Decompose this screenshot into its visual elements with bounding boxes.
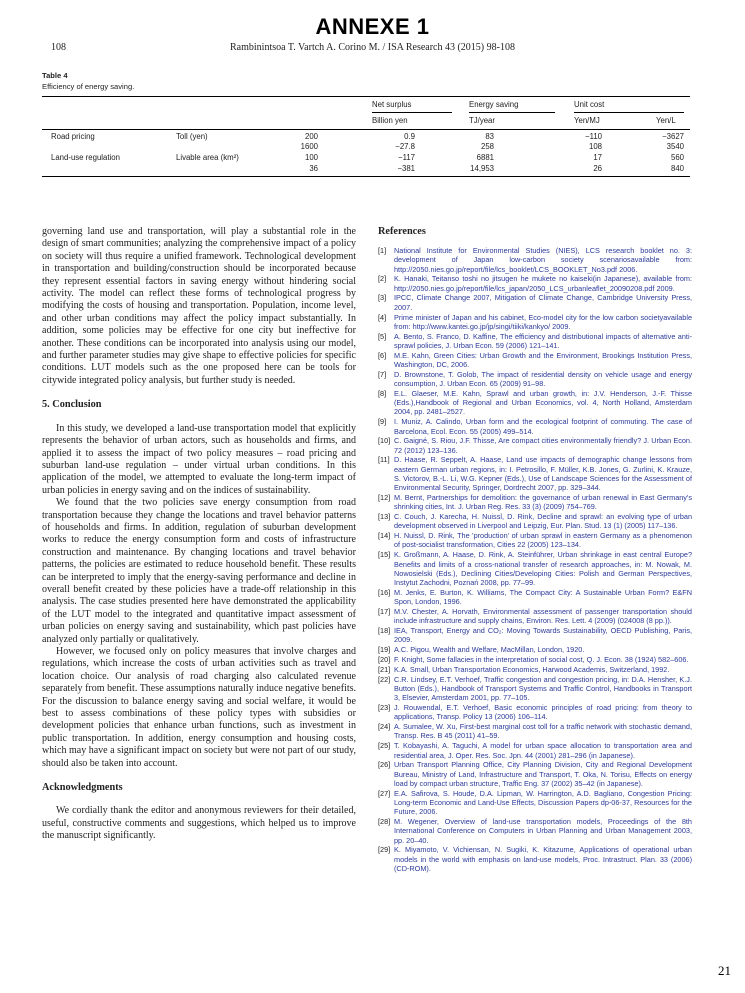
- intro-paragraph: governing land use and transportation, will play a substantial role in the design of smart communities; analyzing the comprehensive impact of a policy on society will thus require a unified framework. Technological development in transportation and building/construction should be incorporated because they represent essential factors in saving energy without hindering social activity. The model can reflect these forms of technological progress by modifying the costs of housing and transportation. Population, income level, and other urban conditions may affect the policy impact substantially. In addition, some policies may be effective for one city but ineffective for another. These conditions can be incorporated into analysis using our model, and further parameter studies may give shape to effective policies for specific conditions. LUT models such as the one proposed here can be tools for citywide integrated policy analysis, but further study is needed.: [42, 226, 356, 386]
- reference-number: [13]: [378, 512, 391, 522]
- reference-number: [5]: [378, 331, 387, 341]
- group-rule-net-surplus: [372, 112, 452, 113]
- table-label: Table 4: [42, 71, 68, 80]
- reference-item[interactable]: [378, 274, 692, 293]
- reference-number: [23]: [378, 703, 391, 713]
- unit-tj-year: TJ/year: [469, 116, 495, 125]
- reference-item[interactable]: [378, 703, 692, 722]
- row-net-surplus: −27.8: [395, 142, 415, 151]
- header-unit-cost: Unit cost: [574, 100, 605, 109]
- reference-text[interactable]: M.V. Chester, A. Horvath, Environmental assessment of passenger transportation should include infrastructure and supply chains, Environ. Res. Lett. 4 (2009) (024008 (8 pp.)).: [394, 607, 692, 626]
- reference-item[interactable]: [378, 789, 692, 817]
- reference-number: [19]: [378, 645, 391, 655]
- reference-number: [4]: [378, 312, 387, 322]
- annex-title: ANNEXE 1: [315, 14, 430, 39]
- reference-item[interactable]: [378, 293, 692, 312]
- reference-text[interactable]: A.C. Pigou, Wealth and Welfare, MacMillan, London, 1920.: [394, 645, 585, 655]
- header-net-surplus: Net surplus: [372, 100, 412, 109]
- conclusion-heading: 5. Conclusion: [42, 399, 102, 411]
- reference-number: [28]: [378, 817, 391, 827]
- row-yen-l: 3540: [666, 142, 684, 151]
- row-policy: Land-use regulation: [51, 153, 120, 162]
- reference-number: [8]: [378, 388, 387, 398]
- unit-billion-yen: Billion yen: [372, 116, 408, 125]
- reference-item[interactable]: [378, 455, 692, 492]
- table-header-rule: [42, 129, 690, 130]
- reference-item[interactable]: [378, 493, 692, 512]
- reference-number: [20]: [378, 655, 391, 665]
- reference-number: [15]: [378, 550, 391, 560]
- reference-item[interactable]: [378, 417, 692, 436]
- reference-item[interactable]: [378, 645, 692, 654]
- reference-item[interactable]: [378, 512, 692, 531]
- reference-text[interactable]: D. Brownstone, T. Golob, The impact of residential density on vehicle usage and energy consumption, J. Urban Econ. 65 (2009) 91–98.: [394, 369, 692, 389]
- reference-number: [24]: [378, 722, 391, 732]
- reference-item[interactable]: [378, 722, 692, 741]
- reference-item[interactable]: [378, 760, 692, 788]
- reference-text[interactable]: K. Großmann, A. Haase, D. Rink, A. Steinführer, Urban shrinkage in east central Europe? Benefits and limits of a cross-national transfer of research approaches, in: M. Nowak, M. Nowosielski (Eds.), Declining Cities/Developing Cities: Polish and German Perspectives, Instytut Zachodni, Poznań 2008, pp. 77–99.: [394, 550, 692, 588]
- reference-number: [11]: [378, 455, 390, 465]
- references-list: [378, 246, 692, 873]
- reference-number: [7]: [378, 369, 387, 379]
- reference-number: [27]: [378, 788, 391, 798]
- reference-text[interactable]: J. Rouwendal, E.T. Verhoef, Basic economic principles of road pricing: from theory to applications, Transp. Policy 13 (2006) 106–114.: [394, 703, 692, 722]
- acknowledgments-heading: Acknowledgments: [42, 782, 123, 794]
- reference-text[interactable]: H. Nuissl, D. Rink, The 'production' of urban sprawl in eastern Germany as a phenomenon of post-socialist transformation, Cities 22 (2005) 123–134.: [394, 531, 692, 550]
- reference-text[interactable]: National Institute for Environmental Studies (NIES), LCS research booklet no. 3: development of Japan low-carbon society scenariosavailable from: http://2050.nies.go.jp/report/file/lcs_booklet/LCS_BOOKLET_No3.pdf 2006.: [394, 246, 692, 274]
- unit-yen-mj: Yen/MJ: [574, 116, 600, 125]
- reference-item[interactable]: [378, 817, 692, 845]
- reference-text[interactable]: IEA, Transport, Energy and CO₂: Moving Towards Sustainability, OECD Publishing, Paris, 2009.: [394, 626, 692, 645]
- row-yen-mj: −110: [585, 132, 602, 141]
- reference-text[interactable]: I. Muniz, A. Calindo, Urban form and the ecological footprint of commuting. The case of Barcelona, Ecol. Econ. 55 (2005) 499–514.: [394, 417, 692, 436]
- reference-item[interactable]: [378, 550, 692, 587]
- row-net-surplus: 0.9: [404, 132, 415, 141]
- left-column: [42, 226, 356, 843]
- reference-text[interactable]: IPCC, Climate Change 2007, Mitigation of Climate Change, Cambridge University Press, 2007.: [394, 293, 692, 312]
- reference-text[interactable]: Prime minister of Japan and his cabinet, Eco-model city for the low carbon societyavailable from: http://www.kantei.go.jp/jp/singi/tiiki/kankyo/ 2009.: [394, 312, 692, 331]
- references-column: [378, 226, 692, 874]
- reference-number: [22]: [378, 674, 391, 684]
- acknowledgments-paragraph: We cordially thank the editor and anonymous reviewers for their detailed, useful, constructive comments and suggestions, which helped us to improve the manuscript significantly.: [42, 805, 356, 842]
- row-yen-mj: 17: [593, 153, 602, 162]
- row-energy-saving: 83: [485, 132, 494, 141]
- reference-number: [26]: [378, 760, 391, 770]
- reference-number: [17]: [378, 607, 391, 616]
- table-bottom-rule: [42, 176, 690, 177]
- reference-item[interactable]: [378, 626, 692, 645]
- table-top-rule: [42, 96, 690, 97]
- conclusion-paragraph: However, we focused only on policy measures that involve charges and regulations, which increase the costs of urban activities such as travel and location choice. Our analysis of road charging also calculated revenue separately from benefit. These assumptions naturally induce negative benefits. For the discussion to balance energy saving and social welfare, it would be best to assess combinations of these policy types with subsidies or development policies that enhance urban functions, such as investment in public transportation. In addition, energy consumption and housing costs, which may have a significant impact on society but were not part of our study, should also be taken into account.: [42, 646, 356, 769]
- group-rule-energy-saving: [469, 112, 555, 113]
- journal-citation: Rambinintsoa T. Vartch A. Corino M. / ISA Research 43 (2015) 98-108: [230, 42, 515, 53]
- reference-number: [18]: [378, 626, 391, 636]
- row-net-surplus: −381: [397, 164, 415, 173]
- conclusion-paragraph: In this study, we developed a land-use transportation model that explicitly represents the behavior of urban actors, such as households and firms, and applied it to assess the impact of two policy measures – road pricing and suburban land-use regulation – under virtual urban conditions. In this application of the model, we attempted to evaluate the long-term impact of urban policies in energy saving and on the indices of sustainability.: [42, 422, 356, 496]
- reference-text[interactable]: A. Sumalee, W. Xu, First-best marginal cost toll for a traffic network with stochastic demand, Transp. Res. B 45 (2011) 41–59.: [394, 722, 692, 741]
- reference-number: [9]: [378, 417, 387, 427]
- reference-text[interactable]: C.R. Lindsey, E.T. Verhoef, Traffic congestion and congestion pricing, in: D.A. Hensher, K.J. Button (Eds.), Handbook of Transport Systems and Traffic Control, Handbooks in Transport 3, Elsevier, Amsterdam 2001, pp. 77–105.: [394, 674, 692, 703]
- reference-number: [25]: [378, 741, 391, 751]
- header-energy-saving: Energy saving: [469, 100, 519, 109]
- row-parameter: Livable area (km²): [176, 153, 239, 162]
- reference-item[interactable]: [378, 588, 692, 607]
- table-caption: Efficiency of energy saving.: [42, 82, 135, 91]
- row-net-surplus: −117: [398, 153, 415, 162]
- row-yen-mj: 26: [593, 164, 602, 173]
- table-caption-block: [42, 70, 134, 92]
- row-level: 100: [304, 153, 318, 162]
- row-parameter: Toll (yen): [176, 132, 208, 141]
- row-yen-l: −3627: [662, 132, 684, 141]
- conclusion-paragraph: We found that the two policies save energy consumption from road transportation because they change the locations and travel behavior patterns of households and firms. In addition, regulation of suburban development works to reduce the energy consumption form and costs of infrastructure construction and maintenance. By changing locations and travel behavior patterns, the policies are estimated to reduce household benefit. These results can be interpreted to imply that the energy-saving performance and decline in overall benefit created by these policies have a trade-off relationship in this analysis. The case studies presented here have demonstrated the applicability of the LUT model to the integrated and quantitative impact assessment of urban policies on energy saving and sustainability, which past policies have analyzed only partially or qualitatively.: [42, 497, 356, 645]
- row-level: 36: [309, 164, 318, 173]
- reference-item[interactable]: [378, 246, 692, 274]
- reference-text[interactable]: C. Gaigné, S. Riou, J.F. Thisse, Are compact cities environmentally friendly? J. Urban Econ. 72 (2012) 123–136.: [394, 436, 692, 455]
- row-yen-mj: 108: [588, 142, 602, 151]
- reference-item[interactable]: [378, 351, 692, 370]
- reference-item[interactable]: [378, 675, 692, 703]
- row-energy-saving: 6881: [476, 153, 494, 162]
- reference-text[interactable]: K.A. Small, Urban Transportation Economics, Harwood Academis, Switzerland, 1992.: [394, 664, 670, 674]
- reference-text[interactable]: K. Miyamoto, V. Vichiensan, N. Sugiki, K. Kitazume, Applications of operational urban models in the world with emphasis on land-use models, Proc. Intrastruct. Plan. 33 (2006) (CD-ROM).: [394, 845, 692, 873]
- reference-number: [10]: [378, 436, 391, 446]
- reference-text[interactable]: M. Bernt, Partnerships for demolition: the governance of urban renewal in East Germany's shrinking cities, Int. J. Urban Reg. Res. 33 (3) (2009) 754–769.: [394, 493, 692, 512]
- reference-item[interactable]: [378, 845, 692, 873]
- reference-item[interactable]: [378, 313, 692, 332]
- reference-text[interactable]: E.L. Glaeser, M.E. Kahn, Sprawl and urban growth, in: J.V. Henderson, J.-F. Thisse (Eds.),Handbook of Regional and Urban Economics, vol. 4, North Holland, Amsterdam 2004, pp. 2481–2527.: [394, 388, 692, 417]
- reference-item[interactable]: [378, 665, 692, 674]
- page-number: 21: [718, 963, 731, 978]
- reference-text[interactable]: Urban Transport Planning Office, City Planning Division, City and Regional Development Bureau, Ministry of Land, Infrastructure and Transport, T. Oka, N. Torisu, Effects on energy load by compact urban structure, Traffic Eng. 37 (2002) 35–42 (in Japanese).: [394, 760, 692, 788]
- journal-page-number: 108: [51, 42, 66, 53]
- reference-number: [21]: [378, 664, 391, 674]
- reference-number: [1]: [378, 246, 387, 255]
- row-energy-saving: 258: [480, 142, 494, 151]
- reference-text[interactable]: C. Couch, J. Karecha, H. Nuissl, D. Rink, Decline and sprawl: an evolving type of urban development observed in Liverpool and Leipzig, Eur. Plan. Stud. 13 (1) (2005) 117–136.: [394, 512, 692, 531]
- reference-number: [12]: [378, 493, 391, 503]
- reference-number: [2]: [378, 274, 387, 284]
- reference-number: [3]: [378, 293, 387, 303]
- row-energy-saving: 14,953: [470, 164, 494, 173]
- reference-item[interactable]: [378, 436, 692, 455]
- group-rule-unit-cost: [574, 112, 684, 113]
- row-yen-l: 560: [670, 153, 684, 162]
- reference-text[interactable]: D. Haase, R. Seppelt, A. Haase, Land use impacts of demographic change lessons from eastern German urban regions, in: I. Petrosillo, F. Müller, K.B. Jones, G. Zurlini, K. Krauze, S. Victorov, B.-L. Li, W.G. Kepner (Eds.), Use of Landscape Sciences for the Assessment of Environmental Security, Springer, Dordrecht 2007, pp. 329–344.: [394, 455, 692, 493]
- reference-item[interactable]: [378, 741, 692, 760]
- reference-item[interactable]: [378, 332, 692, 351]
- unit-yen-l: Yen/L: [656, 116, 676, 125]
- references-heading: References: [378, 226, 426, 237]
- reference-item[interactable]: [378, 370, 692, 389]
- reference-text[interactable]: K. Hanaki, Teitanso toshi no jitsugen he mukete no kaiseki(in Japanese), available from: http://2050.nies.go.jp/report/file/lcs_japan/2050_LCS_urbanleaflet_20090208.pdf 2009.: [394, 274, 692, 293]
- reference-number: [6]: [378, 350, 387, 360]
- reference-number: [16]: [378, 587, 391, 597]
- reference-text[interactable]: T. Kobayashi, A. Taguchi, A model for urban space allocation to transportation area and residential area, J. Oper. Res. Soc. Jpn. 44 (2001) 281–296 (in Japanese).: [394, 741, 692, 760]
- reference-item[interactable]: [378, 531, 692, 550]
- reference-text[interactable]: F. Knight, Some fallacies in the interpretation of social cost, Q. J. Econ. 38 (1924) 582–606.: [394, 655, 689, 665]
- reference-text[interactable]: A. Bento, S. Franco, D. Kaffine, The efficiency and distributional impacts of alternative anti-sprawl policies, J. Urban Econ. 59 (2006) 121–141.: [394, 331, 692, 350]
- reference-number: [29]: [378, 845, 391, 855]
- reference-text[interactable]: M. Jenks, E. Burton, K. Williams, The Compact City: A Sustainable Urban Form? E&FN Spon, London, 1996.: [394, 587, 692, 607]
- reference-text[interactable]: M. Wegener, Overview of land-use transportation models, Proceedings of the 8th International Conference on Computers in Urban Planning and Urban Management 2003, pp. 20–40.: [394, 817, 692, 845]
- row-yen-l: 840: [670, 164, 684, 173]
- row-policy: Road pricing: [51, 132, 95, 141]
- reference-text[interactable]: E.A. Safirova, S. Houde, D.A. Lipman, W. Harrington, A.D. Bagliano, Congestion Pricing: Long-term Economic and Land-Use Effects, Discussion Papers dp-06-37, Resources for the Future, 2006.: [394, 788, 692, 817]
- reference-number: [14]: [378, 531, 391, 541]
- reference-item[interactable]: [378, 389, 692, 417]
- reference-item[interactable]: [378, 607, 692, 626]
- row-level: 200: [304, 132, 318, 141]
- row-level: 1600: [300, 142, 318, 151]
- reference-text[interactable]: M.E. Kahn, Green Cities: Urban Growth and the Environment, Brookings Institution Press, Washington, DC, 2006.: [394, 350, 692, 369]
- reference-item[interactable]: [378, 655, 692, 664]
- running-header: [51, 42, 694, 56]
